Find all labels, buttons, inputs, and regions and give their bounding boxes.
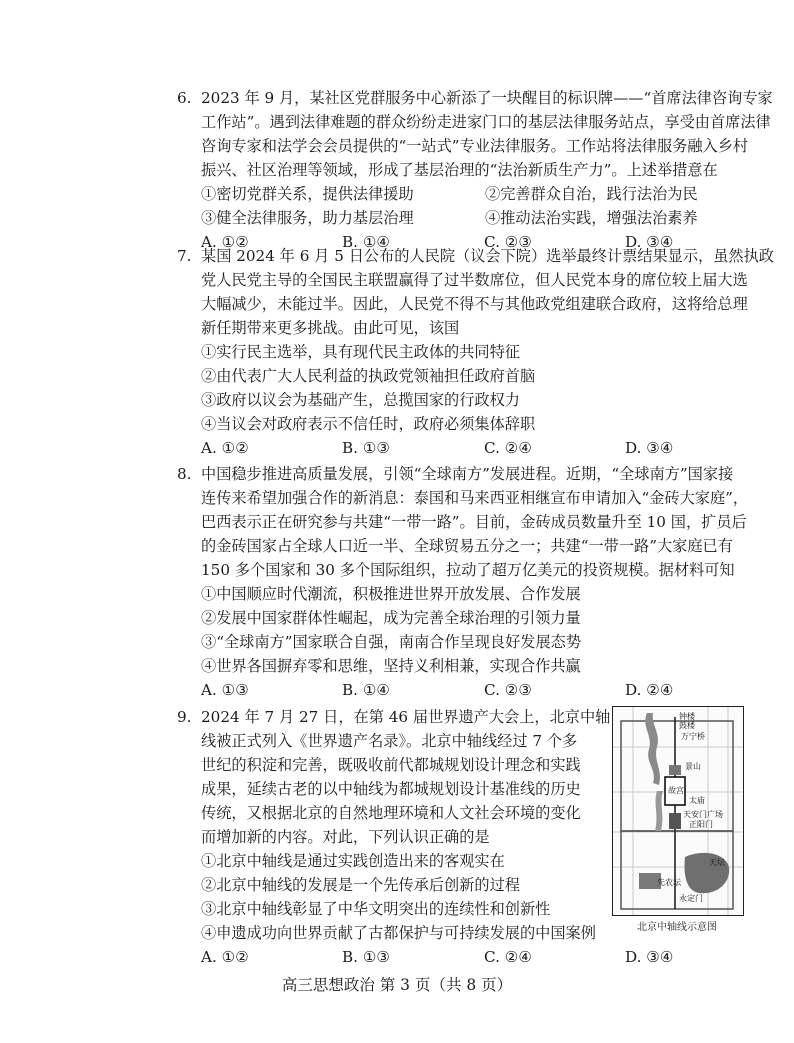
map-caption: 北京中轴线示意图 — [637, 922, 717, 933]
question-number: 6. — [177, 89, 192, 107]
label-zhonglou: 钟楼 — [679, 712, 695, 721]
page-footer: 高三思想政治 第 3 页（共 8 页） — [281, 976, 513, 994]
statement-2: ②由代表广大人民利益的执政党领袖担任政府首脑 — [201, 367, 536, 385]
statement-2: ②北京中轴线的发展是一个先传承后创新的过程 — [201, 876, 520, 894]
question-stem-line: 咨询专家和法学会会员提供的“一站式”专业法律服务。工作站将法律服务融入乡村 — [201, 137, 749, 155]
statement-1: ①密切党群关系，提供法律援助 — [201, 185, 414, 203]
option-c[interactable]: C. ②③ — [484, 681, 532, 699]
question-stem-line: 而增加新的内容。对此，下列认识正确的是 — [201, 828, 490, 846]
statement-4: ④当议会对政府表示不信任时，政府必须集体辞职 — [201, 415, 536, 433]
question-stem-line: 振兴、社区治理等领域，形成了基层治理的“法治新质生产力”。上述举措意在 — [201, 161, 718, 179]
label-yongdingmen: 永定门 — [679, 894, 703, 903]
statement-3: ③健全法律服务，助力基层治理 — [201, 209, 414, 227]
option-a[interactable]: A. ①② — [201, 439, 249, 457]
option-a[interactable]: A. ①② — [201, 233, 249, 251]
option-b[interactable]: B. ①③ — [342, 439, 391, 457]
option-c[interactable]: C. ②④ — [484, 439, 532, 457]
label-gulou: 鼓楼 — [679, 721, 695, 730]
jingshan — [669, 765, 681, 775]
question-stem-line: 巴西表示正在研究参与共建“一带一路”。目前，金砖成员数量升至 10 国，扩员后 — [201, 513, 747, 531]
question-stem-line: 连传来希望加强合作的新消息：泰国和马来西亚相继宣布申请加入“金砖大家庭”， — [201, 489, 749, 507]
question-stem-line: 新任期带来更多挑战。由此可见，该国 — [201, 319, 460, 337]
option-d[interactable]: D. ③④ — [625, 439, 674, 457]
statement-3: ③“全球南方”国家联合自强，南南合作呈现良好发展态势 — [201, 633, 582, 651]
statement-1: ①中国顺应时代潮流，积极推进世界开放发展、合作发展 — [201, 585, 581, 603]
label-wanningqiao: 万宁桥 — [681, 732, 705, 741]
tiananmen-square — [669, 813, 681, 829]
question-6 — [177, 86, 773, 251]
question-stem-line: 某国 2024 年 6 月 5 日公布的人民院（议会下院）选举最终计票结果显示，虽然执政 — [201, 247, 774, 265]
label-jingshan: 景山 — [685, 762, 701, 771]
option-d[interactable]: D. ③④ — [625, 948, 674, 966]
option-a[interactable]: A. ①③ — [201, 681, 249, 699]
option-c[interactable]: C. ②③ — [484, 233, 532, 251]
question-stem-line: 工作站”。遇到法律难题的群众纷纷走进家门口的基层法律服务站点，享受由首席法律 — [201, 113, 771, 131]
question-stem-line: 党人民党主导的全国民主联盟赢得了过半数席位，但人民党本身的席位较上届大选 — [201, 271, 748, 289]
question-stem-line: 大幅减少，未能过半。因此，人民党不得不与其他政党组建联合政府，这将给总理 — [201, 295, 748, 313]
question-stem-line: 150 多个国家和 30 多个国际组织，拉动了超万亿美元的投资规模。据材料可知 — [201, 561, 735, 579]
beijing-central-axis-map — [612, 706, 744, 916]
statement-1: ①北京中轴线是通过实践创造出来的客观实在 — [201, 852, 505, 870]
statement-3: ③政府以议会为基础产生，总揽国家的行政权力 — [201, 391, 520, 409]
option-a[interactable]: A. ①② — [201, 948, 249, 966]
question-number: 8. — [177, 465, 192, 483]
label-tiantan: 天坛 — [709, 858, 725, 867]
label-taimiao: 太庙 — [689, 796, 705, 805]
statement-4: ④推动法治实践，增强法治素养 — [485, 209, 698, 227]
question-number: 9. — [177, 708, 192, 726]
statement-4: ④世界各国摒弃零和思维，坚持义利相兼，实现合作共赢 — [201, 657, 581, 675]
question-stem-line: 2024 年 7 月 27 日，在第 46 届世界遗产大会上，北京中轴 — [201, 708, 611, 726]
shichahai-lakes — [645, 713, 660, 785]
question-stem-line: 世纪的积淀和完善，既吸收前代都城规划设计理念和实践 — [201, 756, 581, 774]
question-8 — [177, 462, 749, 702]
question-7 — [177, 244, 774, 457]
statement-2: ②发展中国家群体性崛起，成为完善全球治理的引领力量 — [201, 609, 581, 627]
label-gugong: 故宫 — [668, 786, 684, 795]
option-c[interactable]: C. ②④ — [484, 948, 532, 966]
question-stem-line: 的金砖国家占全球人口近一半、全球贸易五分之一；共建“一带一路”大家庭已有 — [201, 537, 733, 555]
option-d[interactable]: D. ③④ — [625, 233, 674, 251]
map-drawing — [613, 707, 743, 915]
label-zhengyangmen: 正阳门 — [689, 820, 713, 829]
option-b[interactable]: B. ①④ — [342, 233, 391, 251]
question-stem-line: 中国稳步推进高质量发展，引领“全球南方”发展进程。近期，“全球南方”国家接 — [201, 465, 734, 483]
question-stem-line: 成果，延续古老的以中轴线为都城规划设计基准线的历史 — [201, 780, 581, 798]
question-stem-line: 传统，又根据北京的自然地理环境和人文社会环境的变化 — [201, 804, 581, 822]
option-b[interactable]: B. ①③ — [342, 948, 391, 966]
zhongnanhai-lakes — [655, 791, 663, 831]
label-tiananmen-square: 天安门广场 — [683, 810, 723, 819]
statement-2: ②完善群众自治，践行法治为民 — [485, 185, 698, 203]
question-stem-line: 2023 年 9 月，某社区党群服务中心新添了一块醒目的标识牌——“首席法律咨询专家 — [201, 89, 773, 107]
statement-1: ①实行民主选举，具有现代民主政体的共同特征 — [201, 343, 520, 361]
option-d[interactable]: D. ②④ — [625, 681, 674, 699]
label-xiannongtan: 先农坛 — [657, 878, 681, 887]
statement-4: ④申遗成功向世界贡献了古都保护与可持续发展的中国案例 — [201, 924, 596, 942]
question-stem-line: 线被正式列入《世界遗产名录》。北京中轴线经过 7 个多 — [201, 732, 578, 750]
question-number: 7. — [177, 247, 192, 265]
statement-3: ③北京中轴线彰显了中华文明突出的连续性和创新性 — [201, 900, 551, 918]
option-b[interactable]: B. ①④ — [342, 681, 391, 699]
